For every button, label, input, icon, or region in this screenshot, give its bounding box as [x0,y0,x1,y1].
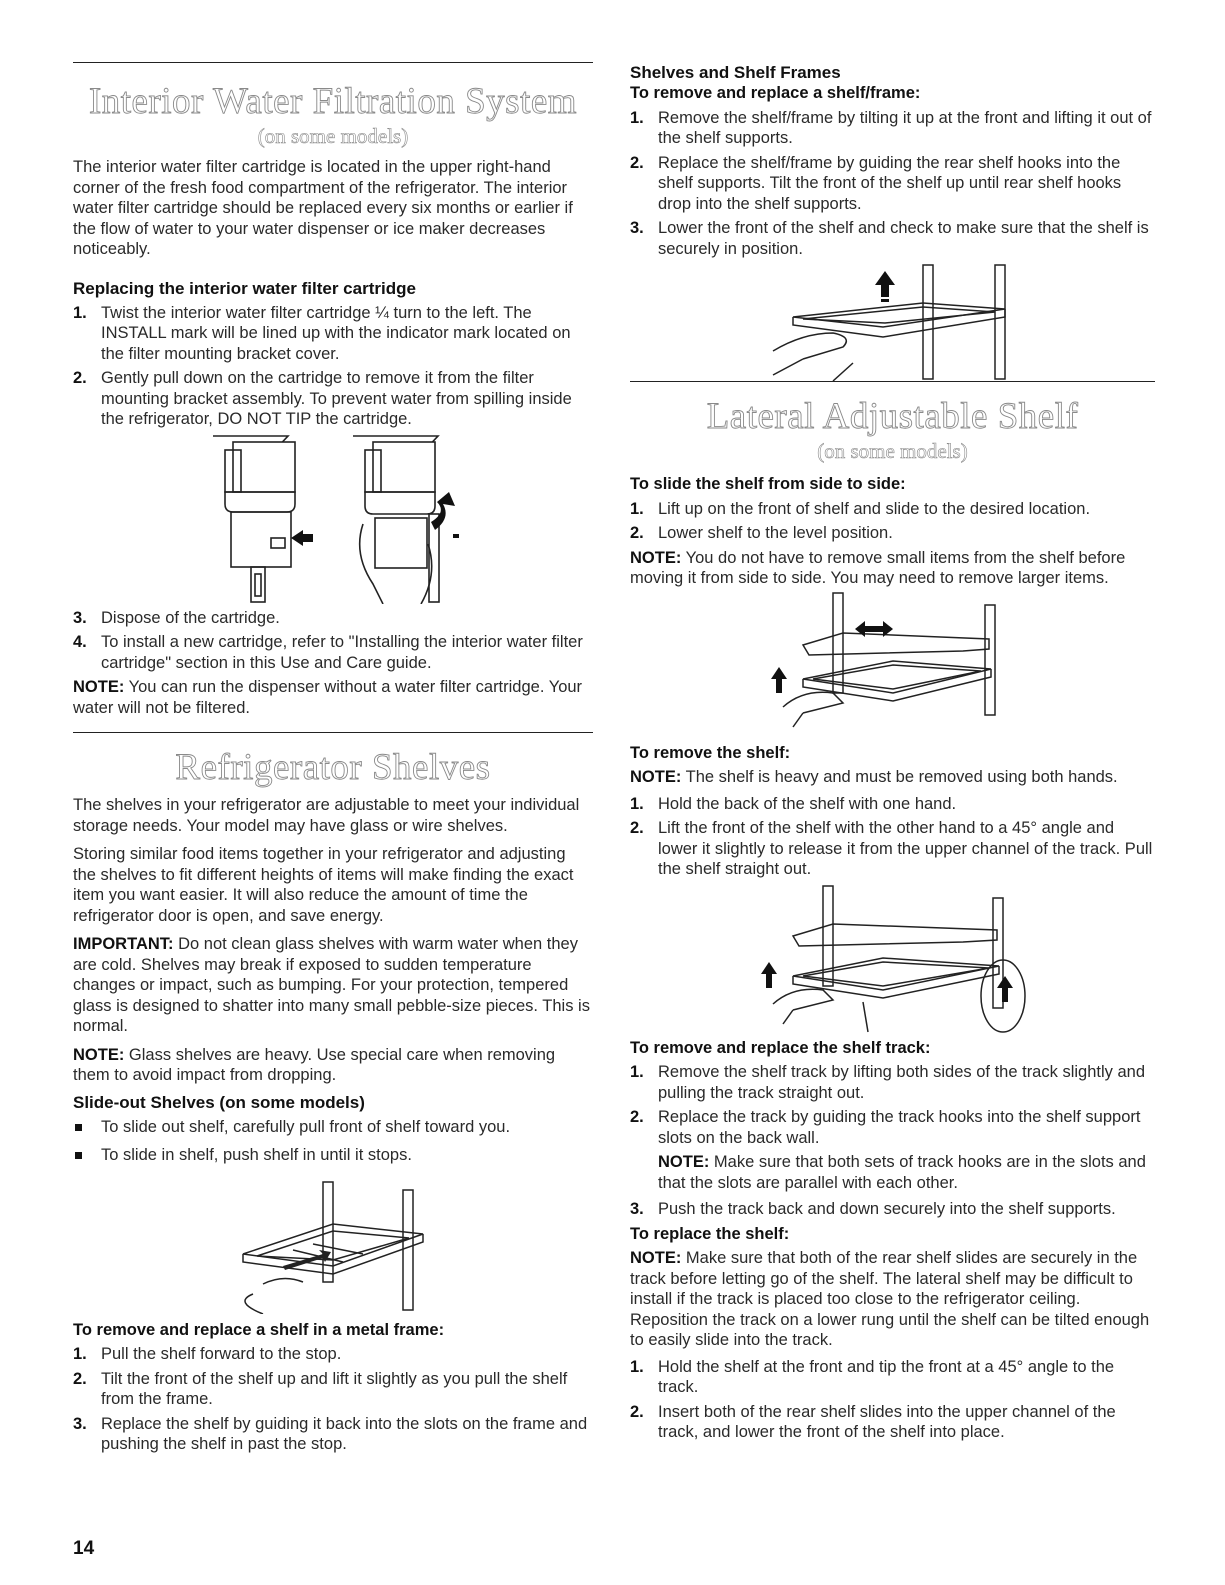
list-item: 2. Replace the track by guiding the track hooks into the shelf support slots on the back wall. [630,1108,1141,1147]
shelf-frames-heading: Shelves and Shelf Frames [630,63,841,82]
replace-shelf-steps [630,1357,1155,1443]
filter-section-title: Interior Water Filtration System [88,81,578,122]
metal-frame-heading: To remove and replace a shelf in a metal frame: [73,1320,445,1339]
slide-out-bullets [73,1117,593,1166]
list-item: 1. Hold the back of the shelf with one hand. [630,794,957,813]
shelf-frame-illustration [763,263,1023,381]
list-item: 4. To install a new cartridge, refer to "Installing the interior water filter cartridge" section in this Use and Care guide. [73,633,583,672]
replace-shelf-note: NOTE: Make sure that both of the rear shelf slides are securely in the track before letting go of the shelf. The lateral shelf may be difficult to install if the track is placed too close to the refrigerator ceiling. Reposition the track on a lower rung until the shelf can be tilted enough to easily slide into the track. [630,1249,1150,1349]
filter-section-subtitle: (on some models) [257,124,409,148]
list-item: 2. Lower shelf to the level position. [630,524,893,542]
shelves-paragraph-1: The shelves in your refrigerator are adjustable to meet your individual storage needs. Your model may have glass or wire shelves. [73,796,580,835]
list-item: 2. Gently pull down on the cartridge to remove it from the filter mounting bracket assembly. To prevent water from spilling inside the refrigerator, DO NOT TIP the cartridge. [73,369,572,428]
list-item: 3. Dispose of the cartridge. [73,608,280,627]
track-heading: To remove and replace the shelf track: [630,1038,931,1057]
filter-steps-a [73,303,593,430]
slide-out-shelf-illustration [223,1174,443,1314]
remove-shelf-note: NOTE: The shelf is heavy and must be removed using both hands. [630,768,1118,786]
lateral-slide-illustration [763,589,1023,739]
slide-side-note: NOTE: You do not have to remove small items from the shelf before moving it from side to side. You may need to remove larger items. [630,548,1126,587]
list-item: 2. Tilt the front of the shelf up and lift it slightly as you pull the shelf from the frame. [73,1369,568,1408]
filter-steps-b [73,608,593,674]
track-steps-a [630,1062,1155,1148]
shelf-frames-subheading: To remove and replace a shelf/frame: [630,84,921,102]
list-item: 2. Lift the front of the shelf with the other hand to a 45° angle and lower it slightly to release it from the upper channel of the track. Pull the shelf straight out. [630,819,1153,878]
list-item: 2. Replace the shelf/frame by guiding the rear shelf hooks into the shelf supports. Tilt the front of the shelf up until rear shelf hooks drop into the shelf supports. [630,153,1122,213]
list-item: To slide out shelf, carefully pull front of shelf toward you. [73,1117,593,1138]
shelves-section-title: Refrigerator Shelves [175,747,491,788]
right-column [630,62,1155,1447]
list-item: 1. Remove the shelf track by lifting both sides of the track slightly and pulling the track straight out. [630,1063,1145,1102]
track-note: NOTE: Make sure that both sets of track hooks are in the slots and that the slots are parallel with each other. [658,1153,1146,1192]
list-item: 2. Insert both of the rear shelf slides into the upper channel of the track, and lower the front of the shelf into place. [630,1402,1116,1441]
lateral-section-subtitle: (on some models) [817,439,968,463]
lateral-section-title: Lateral Adjustable Shelf [706,396,1079,437]
metal-frame-steps [73,1344,593,1455]
shelf-frames-steps [630,108,1155,260]
slide-side-heading: To slide the shelf from side to side: [630,475,906,493]
list-item: 1. Hold the shelf at the front and tip the front at a 45° angle to the track. [630,1357,1115,1396]
track-steps-b [630,1199,1155,1220]
list-item: 1. Twist the interior water filter cartridge ¼ turn to the left. The INSTALL mark will be lined up with the indicator mark located on the filter mounting bracket cover. [73,303,571,363]
remove-shelf-steps [630,794,1155,880]
list-item: 1. Lift up on the front of shelf and slide to the desired location. [630,499,1091,518]
left-column [73,62,593,1459]
shelves-paragraph-2: Storing similar food items together in your refrigerator and adjusting the shelves to fit different heights of items will make finding the exact item you want easier. It will also reduce the amount of time the refrigerator door is open, and save energy. [73,845,574,925]
list-item: 1. Remove the shelf/frame by tilting it up at the front and lifting it out of the shelf supports. [630,108,1152,147]
list-item: 1. Pull the shelf forward to the stop. [73,1345,342,1363]
slide-side-steps [630,499,1155,544]
list-item: 3. Lower the front of the shelf and check to make sure that the shelf is securely in position. [630,219,1149,258]
lateral-remove-illustration [753,884,1033,1034]
filter-replace-heading: Replacing the interior water filter cartridge [73,278,416,298]
filter-cartridge-illustration [203,434,463,604]
filter-note: NOTE: You can run the dispenser without a water filter cartridge. Your water will not be filtered. [73,678,583,717]
list-item: To slide in shelf, push shelf in until it stops. [73,1145,593,1166]
page-number: 14 [73,1538,95,1559]
list-item: 3. Replace the shelf by guiding it back into the slots on the frame and pushing the shelf in past the stop. [73,1414,588,1453]
remove-shelf-heading: To remove the shelf: [630,743,791,762]
filter-intro: The interior water filter cartridge is located in the upper right-hand corner of the fresh food compartment of the refrigerator. The interior water filter cartridge should be replaced every six months or earlier if the flow of water to your water dispenser or ice maker decreases noticeably. [73,158,573,258]
shelves-note: NOTE: Glass shelves are heavy. Use special care when removing them to avoid impact from dropping. [73,1045,556,1084]
slide-out-heading: Slide-out Shelves (on some models) [73,1092,365,1112]
list-item: 3. Push the track back and down securely into the shelf supports. [630,1200,1116,1218]
shelves-important: IMPORTANT: Do not clean glass shelves with warm water when they are cold. Shelves may break if exposed to sudden temperature changes or impact, such as bumping. For your protection, tempered glass is designed to shatter into many small pebble-size pieces. This is normal. [73,935,590,1035]
replace-shelf-heading: To replace the shelf: [630,1224,790,1243]
